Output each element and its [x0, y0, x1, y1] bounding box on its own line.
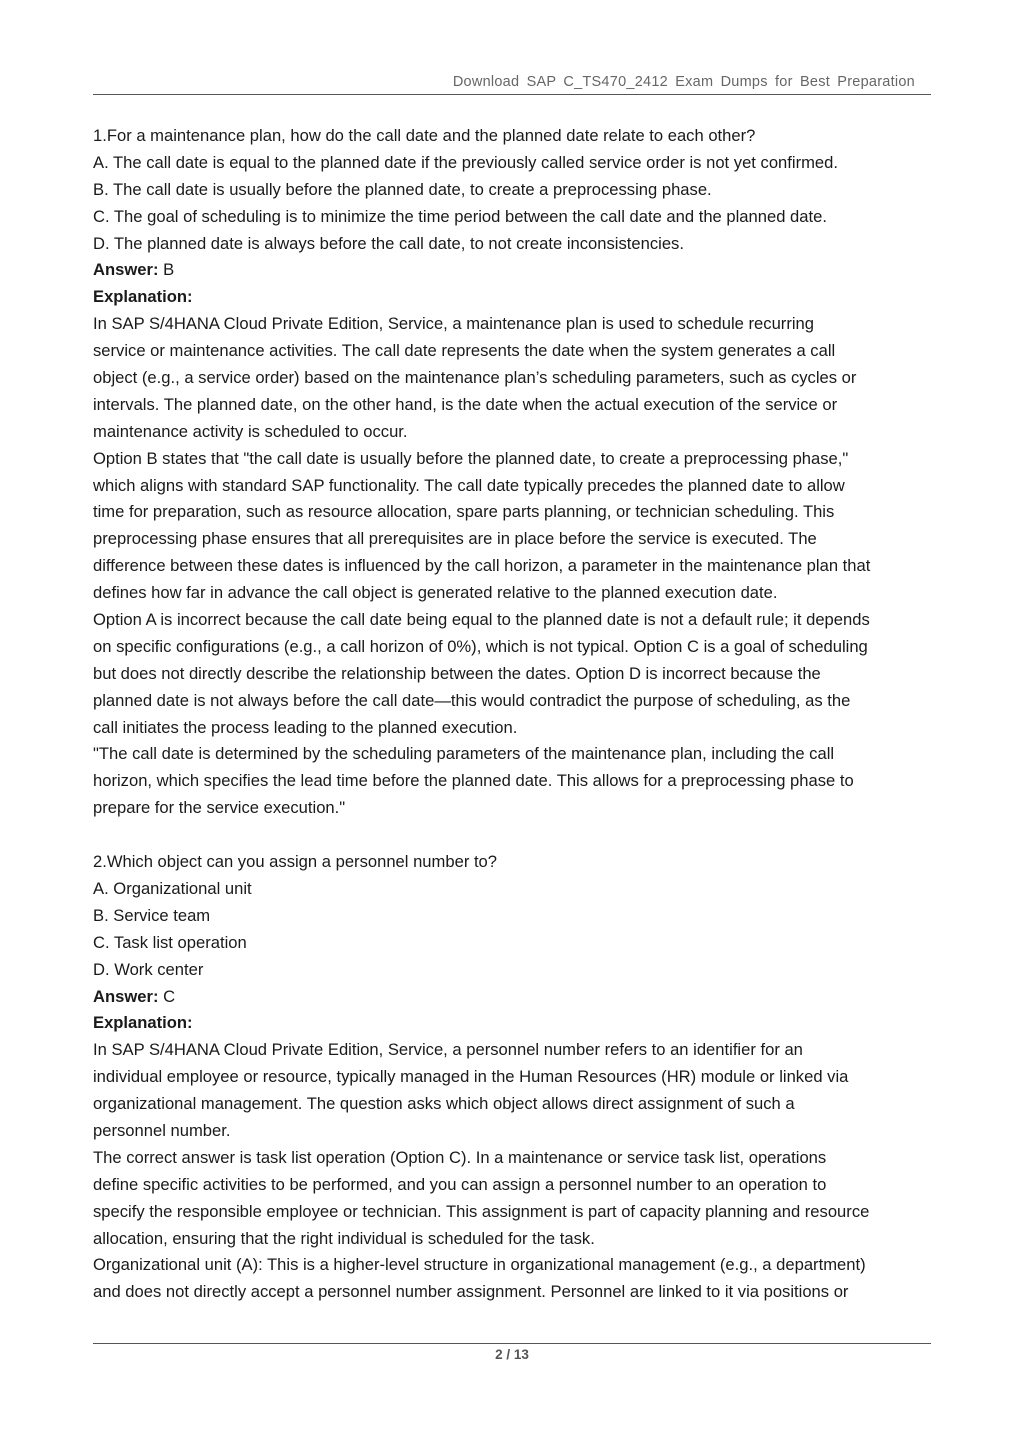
answer-label: Answer:: [93, 260, 159, 280]
answer-value: C: [158, 986, 176, 1006]
explanation-line: specify the responsible employee or technician. This assignment is part of capacity planning and resource: [93, 1201, 870, 1221]
document-body: [93, 123, 935, 1306]
footer-divider: [93, 1343, 931, 1344]
explanation-label: Explanation:: [93, 1013, 193, 1033]
explanation-line: object (e.g., a service order) based on the maintenance plan’s scheduling parameters, such as cycles or: [93, 368, 857, 388]
answer-line: [93, 984, 935, 1011]
explanation-line: call initiates the process leading to the planned execution.: [93, 717, 518, 737]
explanation-line: intervals. The planned date, on the other hand, is the date when the actual execution of the service or: [93, 394, 838, 414]
explanation-line: maintenance activity is scheduled to occur.: [93, 421, 408, 441]
explanation-label: Explanation:: [93, 287, 193, 307]
option-a: A. The call date is equal to the planned date if the previously called service order is not yet confirmed.: [93, 152, 838, 172]
explanation-line: and does not directly accept a personnel number assignment. Personnel are linked to it via positions or: [93, 1282, 849, 1302]
option-d: D. Work center: [93, 959, 204, 979]
explanation-line: In SAP S/4HANA Cloud Private Edition, Service, a personnel number refers to an identifier for an: [93, 1040, 803, 1060]
explanation-line: but does not directly describe the relationship between the dates. Option D is incorrect because the: [93, 663, 821, 683]
explanation-line: define specific activities to be performed, and you can assign a personnel number to an operation to: [93, 1174, 827, 1194]
explanation-line: time for preparation, such as resource allocation, spare parts planning, or technician scheduling. This: [93, 502, 835, 522]
question-text: 2.Which object can you assign a personnel number to?: [93, 852, 498, 872]
explanation-line: Organizational unit (A): This is a higher-level structure in organizational management (e.g., a department): [93, 1255, 866, 1275]
explanation-line: In SAP S/4HANA Cloud Private Edition, Service, a maintenance plan is used to schedule recurring: [93, 314, 814, 334]
explanation-line: Option B states that "the call date is usually before the planned date, to create a preprocessing phase,": [93, 448, 849, 468]
option-b: B. Service team: [93, 905, 211, 925]
question-1: [93, 123, 935, 822]
option-d: D. The planned date is always before the call date, to not create inconsistencies.: [93, 233, 684, 253]
explanation-line: individual employee or resource, typically managed in the Human Resources (HR) module or linked via: [93, 1067, 849, 1087]
question-2: [93, 849, 935, 1306]
explanation-line: prepare for the service execution.": [93, 798, 346, 818]
explanation-line: on specific configurations (e.g., a call horizon of 0%), which is not typical. Option C is a goal of scheduling: [93, 636, 868, 656]
spacer: [93, 822, 935, 849]
explanation-line: "The call date is determined by the scheduling parameters of the maintenance plan, including the call: [93, 744, 835, 764]
option-c: C. The goal of scheduling is to minimize the time period between the call date and the planned date.: [93, 206, 827, 226]
answer-label: Answer:: [93, 986, 159, 1006]
answer-line: [93, 257, 935, 284]
option-a: A. Organizational unit: [93, 878, 252, 898]
explanation-line: horizon, which specifies the lead time before the planned date. This allows for a preprocessing phase to: [93, 771, 854, 791]
option-c: C. Task list operation: [93, 932, 247, 952]
header-title: Download SAP C_TS470_2412 Exam Dumps for Best Preparation: [452, 74, 915, 90]
explanation-line: preprocessing phase ensures that all prerequisites are in place before the service is executed. The: [93, 529, 817, 549]
question-text: 1.For a maintenance plan, how do the call date and the planned date relate to each other?: [93, 126, 756, 145]
explanation-line: difference between these dates is influenced by the call horizon, a parameter in the maintenance plan that: [93, 556, 871, 576]
explanation-line: The correct answer is task list operation (Option C). In a maintenance or service task list, operations: [93, 1147, 827, 1167]
explanation-line: personnel number.: [93, 1120, 231, 1140]
explanation-line: allocation, ensuring that the right individual is scheduled for the task.: [93, 1228, 595, 1248]
explanation-line: service or maintenance activities. The call date represents the date when the system generates a call: [93, 341, 836, 361]
option-b: B. The call date is usually before the planned date, to create a preprocessing phase.: [93, 179, 712, 199]
answer-value: B: [158, 260, 175, 280]
explanation-line: planned date is not always before the call date—this would contradict the purpose of scheduling, as the: [93, 690, 851, 710]
page-header: [93, 72, 931, 95]
page-number: 2 / 13: [495, 1347, 529, 1362]
explanation-line: which aligns with standard SAP functionality. The call date typically precedes the planned date to allow: [93, 475, 845, 495]
explanation-line: organizational management. The question asks which object allows direct assignment of such a: [93, 1094, 795, 1114]
explanation-line: Option A is incorrect because the call date being equal to the planned date is not a default rule; it depends: [93, 610, 870, 630]
explanation-line: defines how far in advance the call object is generated relative to the planned execution date.: [93, 583, 778, 603]
